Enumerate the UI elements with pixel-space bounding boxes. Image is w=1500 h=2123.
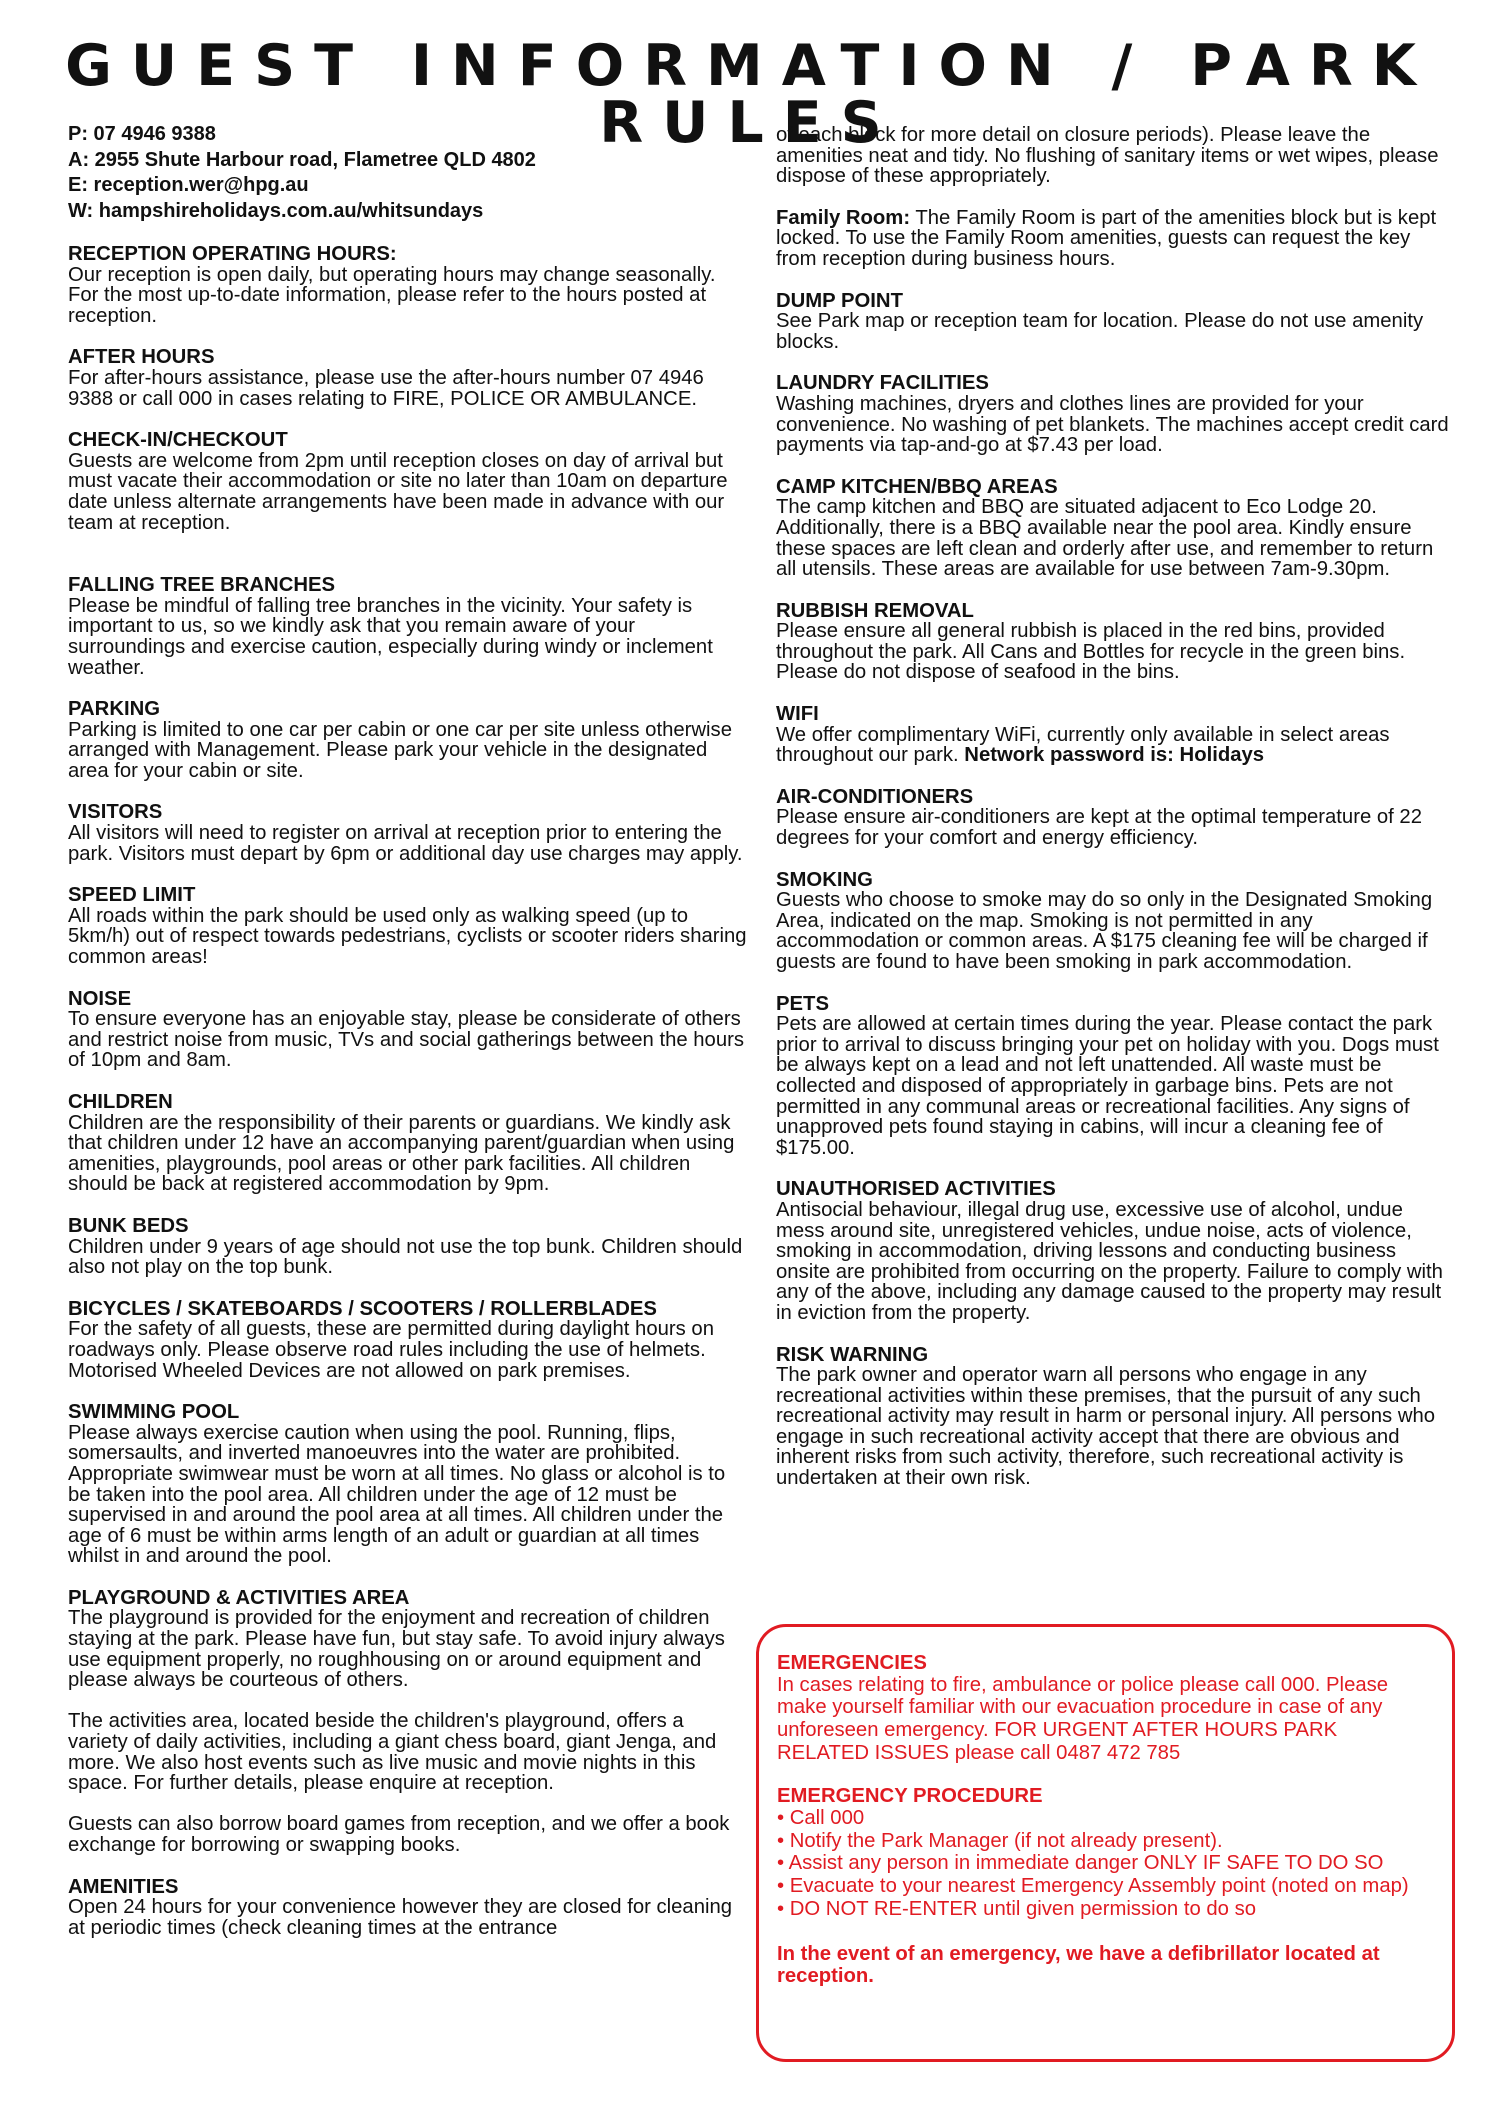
section-body: Please ensure all general rubbish is placed in the red bins, provided throughout the park. All Cans and Bottles for recycle in the green bins. Please do not dispose of seafood in the bins. <box>776 620 1406 684</box>
defibrillator-note: In the event of an emergency, we have a defibrillator located at reception. <box>777 1942 1380 1988</box>
section-camp-kitchen <box>776 477 1452 580</box>
section-body: of each block for more detail on closure periods). Please leave the amenities neat and tidy. No flushing of sanitary items or wet wipes, please dispose of these appropriately. <box>776 124 1439 188</box>
section-heading: BICYCLES / SKATEBOARDS / SCOOTERS / ROLLERBLADES <box>68 1297 657 1320</box>
section-heading: VISITORS <box>68 801 163 824</box>
section-body: The camp kitchen and BBQ are situated adjacent to Eco Lodge 20. Additionally, there is a BBQ available near the pool area. Kindly ensure these spaces are left clean and orderly after use, and remember to return all utensils. These areas are available for use between 7am-9.30pm. <box>776 496 1434 581</box>
section-body: In cases relating to fire, ambulance or police please call 000. Please make yourself familiar with our evacuation procedure in case of any unforeseen emergency. FOR URGENT AFTER HOURS PARK RELATED ISSUES please call 0487 472 785 <box>777 1673 1389 1764</box>
section-checkin <box>68 430 748 533</box>
page-title: GUEST INFORMATION / PARK RULES <box>65 33 1435 156</box>
section-speed-limit <box>68 885 748 967</box>
section-air-conditioners <box>776 787 1452 849</box>
section-body: Please be mindful of falling tree branches in the vicinity. Your safety is important to us, so we kindly ask that you remain aware of your surroundings and exercise caution, especially during windy or inclement weather. <box>68 594 713 679</box>
section-heading: CHILDREN <box>68 1091 173 1113</box>
section-heading: RECEPTION OPERATING HOURS: <box>68 243 397 265</box>
section-heading: PLAYGROUND & ACTIVITIES AREA <box>68 1586 410 1609</box>
section-body <box>776 725 1452 766</box>
contact-phone: P: 07 4946 9388 <box>68 123 216 145</box>
section-risk-warning <box>776 1345 1452 1489</box>
section-playground <box>68 1588 748 1856</box>
section-emergency-procedure <box>777 1786 1434 1920</box>
section-heading: FALLING TREE BRANCHES <box>68 574 336 597</box>
section-heading: AIR-CONDITIONERS <box>776 785 974 808</box>
section-body: Guests are welcome from 2pm until reception closes on day of arrival but must vacate their accommodation or site no later than 10am on departure date unless alternate arrangements have been made in advance with our team at reception. <box>68 449 728 534</box>
section-body: For the safety of all guests, these are permitted during daylight hours on roadways only. Please observe road rules including the use of helmets. Motorised Wheeled Devices are not allowed on park premises. <box>68 1318 714 1382</box>
section-laundry <box>776 373 1452 455</box>
section-unauthorised <box>776 1179 1452 1323</box>
section-emergencies <box>777 1653 1434 1764</box>
family-room-label: Family Room: <box>776 206 911 229</box>
procedure-step: • DO NOT RE-ENTER until given permission to do so <box>777 1897 1256 1920</box>
section-heading: CHECK-IN/CHECKOUT <box>68 429 288 452</box>
section-body: The playground is provided for the enjoyment and recreation of children staying at the park. Please have fun, but stay safe. To avoid injury always use equipment properly, no roughhousing on or around equipment and please always be courteous of others. <box>68 1607 725 1692</box>
section-family-room <box>776 208 1452 270</box>
section-heading: SWIMMING POOL <box>68 1401 240 1424</box>
section-heading: RISK WARNING <box>776 1343 929 1366</box>
section-heading: BUNK BEDS <box>68 1214 189 1237</box>
section-heading: UNAUTHORISED ACTIVITIES <box>776 1178 1056 1201</box>
section-rubbish <box>776 601 1452 683</box>
section-children <box>68 1092 748 1195</box>
section-body: Children under 9 years of age should not use the top bunk. Children should also not play on the top bunk. <box>68 1235 743 1279</box>
section-heading: RUBBISH REMOVAL <box>776 599 974 622</box>
right-column <box>776 125 1452 1510</box>
family-room-text: The Family Room is part of the amenities block but is kept locked. To use the Family Room amenities, guests can request the key from reception during business hours. <box>776 206 1437 270</box>
left-column <box>68 122 748 1959</box>
section-body: The activities area, located beside the children's playground, offers a variety of daily activities, including a giant chess board, giant Jenga, and more. We also host events such as live music and movie nights in this space. For further details, please enquire at reception. <box>68 1710 717 1795</box>
section-heading: EMERGENCY PROCEDURE <box>777 1785 1043 1808</box>
section-body: Antisocial behaviour, illegal drug use, excessive use of alcohol, undue mess around site, unregistered vehicles, undue noise, acts of violence, smoking in accommodation, driving lessons and conducting business onsite are prohibited from occurring on the property. Failure to comply with any of the above, including any damage caused to the property may result in eviction from the property. <box>776 1198 1443 1324</box>
section-heading: PETS <box>776 992 829 1015</box>
procedure-step: • Assist any person in immediate danger ONLY IF SAFE TO DO SO <box>777 1852 1384 1875</box>
section-smoking <box>776 870 1452 973</box>
section-bicycles <box>68 1299 748 1381</box>
section-swimming-pool <box>68 1402 748 1567</box>
section-body: To ensure everyone has an enjoyable stay, please be considerate of others and restrict noise from music, TVs and social gatherings between the hours of 10pm and 8am. <box>68 1008 745 1072</box>
section-body <box>776 208 1452 270</box>
section-heading: DUMP POINT <box>776 289 903 312</box>
section-body: Guests can also borrow board games from reception, and we offer a book exchange for borrowing or swapping books. <box>68 1813 730 1856</box>
section-amenities <box>68 1877 748 1939</box>
section-heading: AFTER HOURS <box>68 346 215 369</box>
section-amenities-continued <box>776 125 1452 187</box>
section-body: Pets are allowed at certain times during the year. Please contact the park prior to arrival to discuss bringing your pet on holiday with you. Dogs must be always kept on a lead and not left unattended. All waste must be collected and disposed of appropriately in garbage bins. Pets are not permitted in any communal areas or recreational facilities. Any signs of unapproved pets found staying in cabins, will incur a cleaning fee of $175.00. <box>776 1013 1439 1159</box>
section-body: All visitors will need to register on arrival at reception prior to entering the park. Visitors must depart by 6pm or additional day use charges may apply. <box>68 822 743 865</box>
wifi-text: We offer complimentary WiFi, currently only available in select areas throughout our park. <box>776 723 1390 767</box>
section-heading: PARKING <box>68 698 161 721</box>
emergency-box <box>756 1624 1455 2062</box>
section-after-hours <box>68 347 748 409</box>
procedure-list <box>777 1807 1434 1921</box>
section-body: For after-hours assistance, please use the after-hours number 07 4946 9388 or call 000 in cases relating to FIRE, POLICE OR AMBULANCE. <box>68 366 704 410</box>
contact-address: A: 2955 Shute Harbour road, Flametree QLD 4802 <box>68 148 536 171</box>
section-body: Parking is limited to one car per cabin or one car per site unless otherwise arranged with Management. Please park your vehicle in the designated area for your cabin or site. <box>68 718 732 782</box>
section-heading: SMOKING <box>776 868 873 891</box>
section-body: Please ensure air-conditioners are kept at the optimal temperature of 22 degrees for your comfort and energy efficiency. <box>776 806 1422 850</box>
procedure-step: • Call 000 <box>777 1807 865 1829</box>
section-body: Washing machines, dryers and clothes lines are provided for your convenience. No washing of pet blankets. The machines accept credit card payments via tap-and-go at $7.43 per load. <box>776 392 1449 457</box>
section-visitors <box>68 802 748 864</box>
section-body: All roads within the park should be used only as walking speed (up to 5km/h) out of respect towards pedestrians, cyclists or scooter riders sharing common areas! <box>68 904 747 969</box>
section-heading: SPEED LIMIT <box>68 884 196 907</box>
contact-email: E: reception.wer@hpg.au <box>68 174 309 196</box>
section-falling-branches <box>68 575 748 678</box>
section-heading: CAMP KITCHEN/BBQ AREAS <box>776 475 1058 498</box>
section-pets <box>776 994 1452 1159</box>
contact-block <box>68 122 748 224</box>
section-heading: NOISE <box>68 987 132 1010</box>
section-body: Children are the responsibility of their parents or guardians. We kindly ask that children under 12 have an accompanying parent/guardian when using amenities, playgrounds, pool areas or other park facilities. All children should be back at registered accommodation by 9pm. <box>68 1111 735 1196</box>
section-wifi <box>776 704 1452 766</box>
contact-web: W: hampshireholidays.com.au/whitsundays <box>68 199 484 222</box>
section-heading: LAUNDRY FACILITIES <box>776 372 989 395</box>
section-noise <box>68 989 748 1071</box>
wifi-password: Network password is: Holidays <box>964 744 1265 767</box>
procedure-step: • Evacuate to your nearest Emergency Assembly point (noted on map) <box>777 1875 1409 1898</box>
section-body: Guests who choose to smoke may do so only in the Designated Smoking Area, indicated on the map. Smoking is not permitted in any accommodation or common areas. A $175 cleaning fee will be charged if guests are found to have been smoking in park accommodation. <box>776 889 1433 973</box>
section-dump-point <box>776 291 1452 353</box>
section-heading: EMERGENCIES <box>777 1652 927 1674</box>
section-body: Please always exercise caution when using the pool. Running, flips, somersaults, and inverted manoeuvres into the water are prohibited. Appropriate swimwear must be worn at all times. No glass or alcohol is to be taken into the pool area. All children under the age of 12 must be supervised in and around the pool area at all times. All children under the age of 6 must be within arms length of an adult or guardian at all times whilst in and around the pool. <box>68 1421 726 1568</box>
section-heading: WIFI <box>776 703 819 726</box>
section-body: The park owner and operator warn all persons who engage in any recreational activities within these premises, that the pursuit of any such recreational activity may result in harm or personal injury. All persons who engage in such recreational activity accept that there are obvious and inherent risks from such activity, therefore, such recreational activity is undertaken at their own risk. <box>776 1364 1436 1490</box>
procedure-step: • Notify the Park Manager (if not already present). <box>777 1829 1223 1852</box>
section-parking <box>68 699 748 781</box>
section-reception <box>68 244 748 326</box>
section-heading: AMENITIES <box>68 1875 179 1898</box>
section-body: See Park map or reception team for location. Please do not use amenity blocks. <box>776 310 1424 353</box>
section-bunk-beds <box>68 1216 748 1278</box>
section-body: Our reception is open daily, but operating hours may change seasonally. For the most up-to-date information, please refer to the hours posted at reception. <box>68 263 716 327</box>
section-body: Open 24 hours for your convenience however they are closed for cleaning at periodic times (check cleaning times at the entrance <box>68 1896 733 1939</box>
